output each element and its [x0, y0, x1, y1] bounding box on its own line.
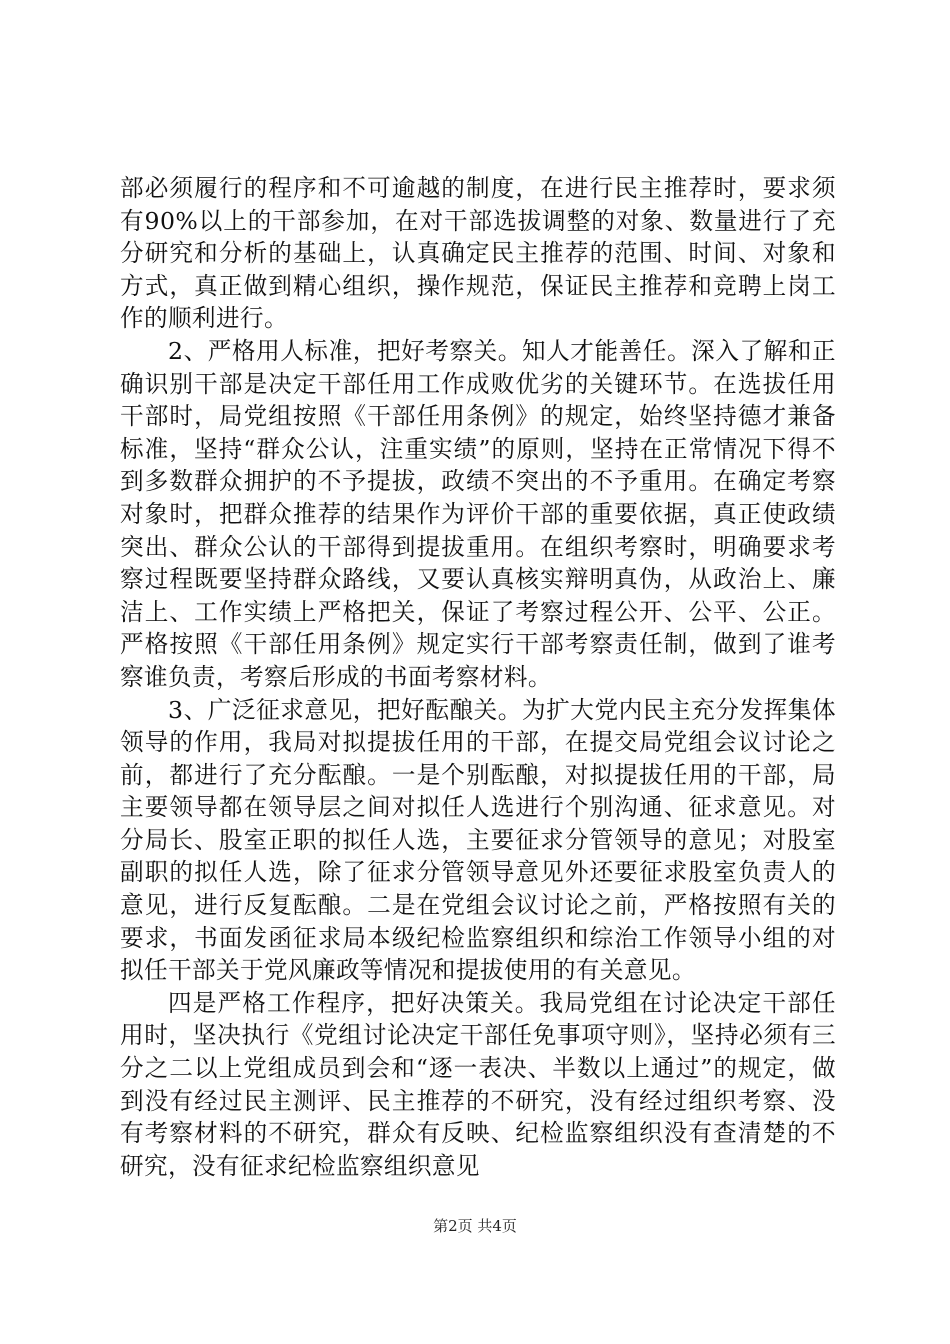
- paragraph-selection-standard: 2、严格用人标准，把好考察关。知人才能善任。深入了解和正确识别干部是决定干部任用工作成败优劣的关键环节。在选拔任用干部时，局党组按照《干部任用条例》的规定，始终坚持德才兼备标准，坚持“群众公认，注重实绩”的原则，坚持在正常情况下得不到多数群众拥护的不予提拔，政绩不突出的不予重用。在确定考察对象时，把群众推荐的结果作为评价干部的重要依据，真正使政绩突出、群众公认的干部得到提拔重用。在组织考察时，明确要求考察过程既要坚持群众路线，又要认真核实辩明真伪，从政治上、廉洁上、工作实绩上严格把关，保证了考察过程公开、公平、公正。严格按照《干部任用条例》规定实行干部考察责任制，做到了谁考察谁负责，考察后形成的书面考察材料。: [120, 336, 836, 691]
- page-number-footer: 第2页 共4页: [433, 1217, 517, 1235]
- paragraph-consultation: 3、广泛征求意见，把好酝酿关。为扩大党内民主充分发挥集体领导的作用，我局对拟提拔任用的干部，在提交局党组会议讨论之前，都进行了充分酝酿。一是个别酝酿，对拟提拔任用的干部，局主要领导都在领导层之间对拟任人选进行个别沟通、征求意见。对分局长、股室正职的拟任人选，主要征求分管领导的意见；对股室副职的拟任人选，除了征求分管领导意见外还要征求股室负责人的意见，进行反复酝酿。二是在党组会议讨论之前，严格按照有关的要求，书面发函征求局本级纪检监察组织和综治工作领导小组的对拟任干部关于党风廉政等情况和提拔使用的有关意见。: [120, 695, 836, 985]
- document-body: [120, 172, 836, 1182]
- paragraph-decision-procedure: 四是严格工作程序，把好决策关。我局党组在讨论决定干部任用时，坚决执行《党组讨论决定干部任免事项守则》，坚持必须有三分之二以上党组成员到会和“逐一表决、半数以上通过”的规定，做到没有经过民主测评、民主推荐的不研究，没有经过组织考察、没有考察材料的不研究，群众有反映、纪检监察组织没有查清楚的不研究，没有征求纪检监察组织意见: [120, 988, 836, 1180]
- paragraph-continuation: 部必须履行的程序和不可逾越的制度，在进行民主推荐时，要求须有90%以上的干部参加，在对干部选拔调整的对象、数量进行了充分研究和分析的基础上，认真确定民主推荐的范围、时间、对象和方式，真正做到精心组织，操作规范，保证民主推荐和竞聘上岗工作的顺利进行。: [120, 174, 836, 333]
